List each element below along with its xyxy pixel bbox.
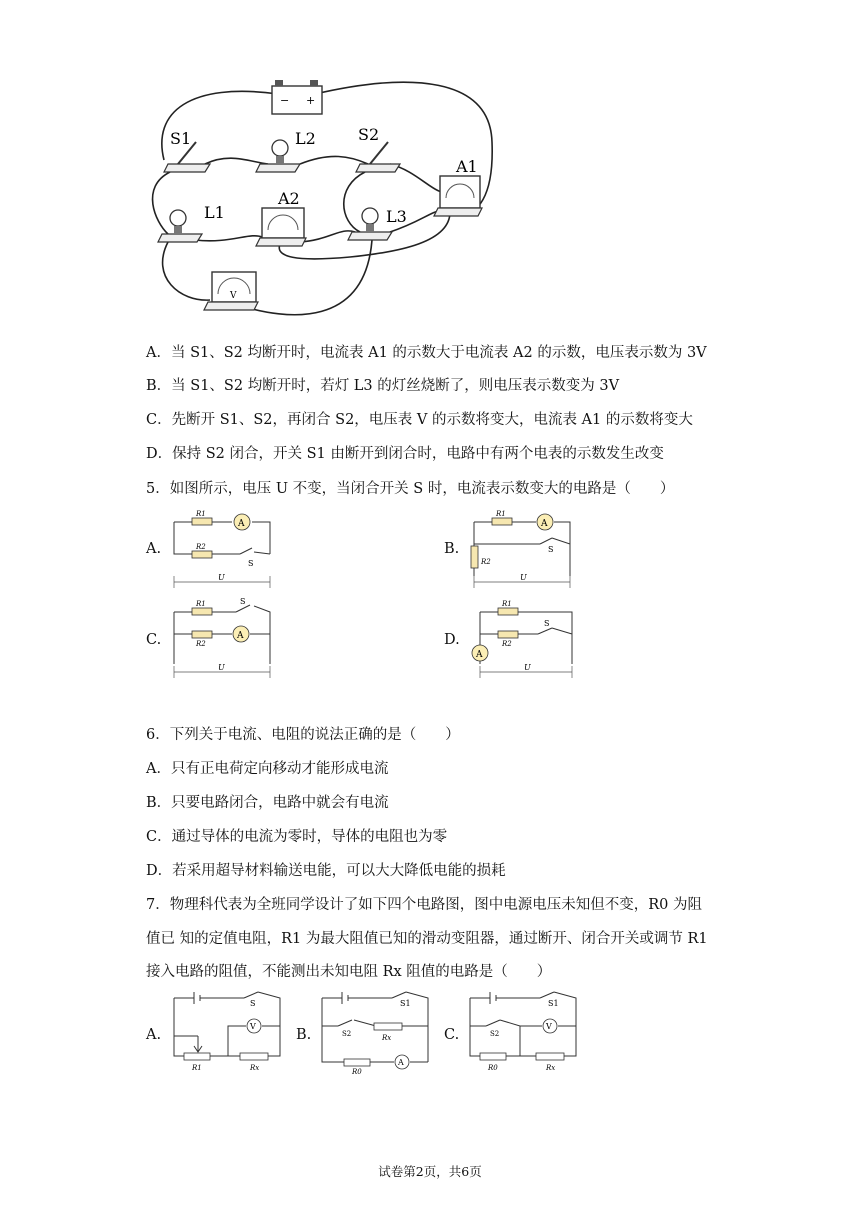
svg-text:V: V	[230, 291, 237, 301]
svg-text:+: +	[306, 94, 316, 107]
svg-text:A: A	[476, 650, 483, 660]
svg-text:R2: R2	[196, 543, 206, 551]
q7-stem-line-1: 7．物理科代表为全班同学设计了如下四个电路图，图中电源电压未知但不变，R0 为阻	[146, 897, 702, 913]
svg-text:S1: S1	[400, 999, 411, 1008]
svg-text:S2: S2	[342, 1030, 352, 1038]
q4-option-a: A．当 S1、S2 均断开时，电流表 A1 的示数大于电流表 A2 的示数，电压表示数为 3V	[146, 345, 707, 361]
q5-label-d: D.	[444, 632, 460, 648]
svg-text:L1: L1	[204, 203, 225, 222]
q4-option-c: C．先断开 S1、S2，再闭合 S2，电压表 V 的示数将变大，电流表 A1 的示数将变大	[146, 412, 693, 428]
lamp-l2	[256, 129, 316, 172]
svg-text:R1: R1	[502, 600, 512, 608]
q7-circuit-a	[170, 990, 288, 1076]
svg-text:S: S	[240, 597, 246, 606]
q6-option-b: B．只要电路闭合，电路中就会有电流	[146, 795, 389, 811]
switch-s2	[356, 125, 400, 172]
q7-label-c: C.	[444, 1027, 460, 1043]
svg-text:S2: S2	[490, 1030, 500, 1038]
svg-text:A1: A1	[456, 157, 478, 176]
svg-text:S: S	[544, 619, 550, 628]
svg-text:L2: L2	[295, 129, 316, 148]
q5-label-c: C.	[146, 632, 162, 648]
svg-text:−: −	[280, 94, 290, 107]
svg-text:R1: R1	[196, 600, 206, 608]
q7-circuit-b	[318, 990, 436, 1076]
svg-text:R1: R1	[496, 510, 506, 518]
q6-option-d: D．若采用超导材料输送电能，可以大大降低电能的损耗	[146, 863, 506, 879]
svg-text:S2: S2	[358, 125, 380, 144]
lamp-l1	[158, 203, 225, 242]
svg-text:R0: R0	[488, 1064, 498, 1072]
svg-text:A: A	[541, 519, 548, 529]
svg-text:R0: R0	[352, 1068, 362, 1076]
svg-text:A: A	[237, 631, 244, 641]
page-footer: 试卷第2页，共6页	[378, 1164, 482, 1179]
svg-text:U: U	[218, 573, 225, 582]
svg-text:R2: R2	[502, 640, 512, 648]
svg-text:A: A	[238, 519, 245, 529]
svg-text:Rx: Rx	[250, 1064, 260, 1072]
ammeter-a2	[256, 189, 306, 246]
svg-text:L3: L3	[386, 207, 407, 226]
svg-text:U: U	[524, 663, 531, 672]
svg-text:S1: S1	[548, 999, 559, 1008]
svg-text:V: V	[546, 1022, 552, 1031]
q7-label-a: A.	[146, 1027, 162, 1043]
svg-text:R1: R1	[192, 1064, 202, 1072]
q6-option-a: A．只有正电荷定向移动才能形成电流	[146, 761, 389, 777]
q7-stem-line-3: 接入电路的阻值，不能测出未知电阻 Rx 阻值的电路是（ ）	[146, 964, 552, 980]
q5-circuit-b	[468, 506, 578, 594]
q7-label-b: B.	[296, 1027, 312, 1043]
q4-circuit-figure	[150, 72, 510, 332]
svg-text:U: U	[520, 573, 527, 582]
switch-s1	[164, 129, 210, 172]
voltmeter-v	[204, 272, 258, 310]
q4-option-d: D．保持 S2 闭合，开关 S1 由断开到闭合时，电路中有两个电表的示数发生改变	[146, 446, 664, 462]
ammeter-a1	[434, 157, 482, 216]
q5-circuit-a	[170, 506, 280, 594]
svg-text:A: A	[398, 1058, 404, 1067]
svg-text:R1: R1	[196, 510, 206, 518]
svg-text:A2: A2	[278, 189, 300, 208]
svg-text:Rx: Rx	[546, 1064, 556, 1072]
svg-text:S: S	[248, 559, 254, 568]
q6-option-c: C．通过导体的电流为零时，导体的电阻也为零	[146, 829, 448, 845]
q5-circuit-c	[170, 596, 280, 684]
svg-text:R2: R2	[481, 558, 491, 566]
svg-text:Rx: Rx	[382, 1034, 392, 1042]
svg-text:S: S	[548, 545, 554, 554]
svg-text:S: S	[250, 999, 256, 1008]
q7-stem-line-2: 值已 知的定值电阻，R1 为最大阻值已知的滑动变阻器，通过断开、闭合开关或调节 R1	[146, 931, 708, 947]
q6-stem: 6．下列关于电流、电阻的说法正确的是（ ）	[146, 727, 460, 743]
lamp-l3	[348, 207, 407, 240]
svg-text:U: U	[218, 663, 225, 672]
svg-text:V: V	[250, 1022, 256, 1031]
q5-label-b: B.	[444, 541, 460, 557]
battery	[272, 80, 322, 114]
q5-label-a: A.	[146, 541, 162, 557]
q5-stem: 5．如图所示，电压 U 不变，当闭合开关 S 时，电流表示数变大的电路是（ ）	[146, 481, 675, 497]
q5-circuit-d	[468, 596, 580, 684]
q4-option-b: B．当 S1、S2 均断开时，若灯 L3 的灯丝烧断了，则电压表示数变为 3V	[146, 378, 620, 394]
svg-text:S1: S1	[170, 129, 192, 148]
svg-text:R2: R2	[196, 640, 206, 648]
q7-circuit-c	[466, 990, 584, 1076]
